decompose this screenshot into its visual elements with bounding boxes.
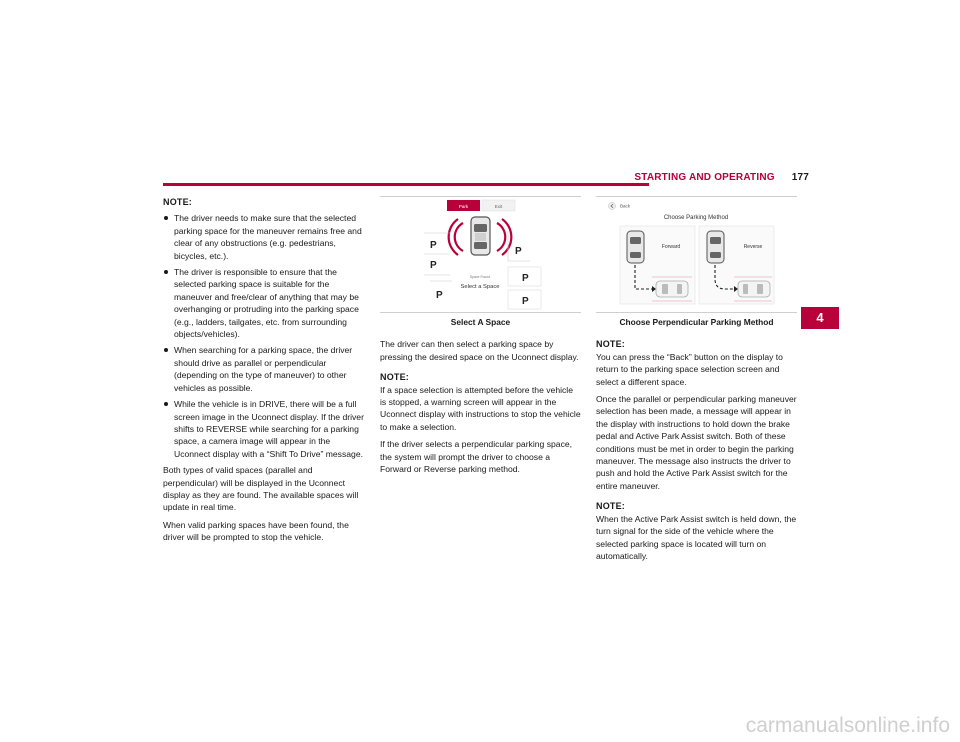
paragraph: When valid parking spaces have been found, the driver will be prompted to stop the vehicle. <box>163 519 349 543</box>
park-tab-label: Park <box>458 204 469 209</box>
note-text: If a space selection is attempted before the vehicle is stopped, a warning screen will appear in the Uconnect display with instructions to stop the vehicle to make a selection. <box>380 384 581 432</box>
vehicle-top-view <box>656 281 688 297</box>
figure-caption: Select A Space <box>450 317 511 327</box>
note-label: NOTE: <box>596 501 625 512</box>
sensor-wave-left-inner <box>455 223 463 251</box>
paragraph: If the driver selects a perpendicular parking space, the system will prompt the driver to choose a Forward or Reverse parking method. <box>380 439 573 475</box>
select-space-figure <box>380 196 581 313</box>
page-header <box>634 172 809 183</box>
sensor-wave-left-outer <box>449 219 458 255</box>
paragraph: The driver can then select a parking space by pressing the desired space on the Uconnect display. <box>380 339 579 362</box>
note-label: NOTE: <box>163 197 192 207</box>
parking-space[interactable] <box>508 267 541 286</box>
back-button[interactable] <box>609 203 631 210</box>
forward-option-label: Forward <box>661 244 681 250</box>
parking-space[interactable] <box>508 290 541 309</box>
bullet-item: While the vehicle is in DRIVE, there will be a full screen image in the Uconnect display. If the driver shifts to REVERSE while searching for a parking space, a camera image will appear in the Uconnect display with a “Shift To Drive” message. <box>163 398 365 460</box>
sensor-wave-right-inner <box>497 223 505 251</box>
column-2 <box>380 196 581 480</box>
column-1 <box>163 196 365 549</box>
parking-space[interactable] <box>424 254 450 275</box>
column-3 <box>596 196 797 567</box>
figure-caption: Choose Perpendicular Parking Method <box>619 317 774 327</box>
bullet-item: The driver is responsible to ensure that the selected parking space is suitable for the maneuver and free/clear of anything that may be overhanging or protruding into the parking space (e.g., ladders, tailgates, etc. from surrounding objects/vehicles). <box>163 266 365 340</box>
back-button-label: Back <box>620 203 631 209</box>
parking-method-figure <box>596 196 797 313</box>
forward-option[interactable] <box>620 226 695 304</box>
parking-space-label: P <box>436 290 443 301</box>
bullet-item: When searching for a parking space, the driver should drive as parallel or perpendicular (depending on the type of maneuver) to other vehicles as possible. <box>163 344 365 394</box>
reverse-option-label: Reverse <box>743 244 763 250</box>
parking-space-label: P <box>430 240 437 251</box>
note-text: When the Active Park Assist switch is held down, the turn signal for the side of the vehicle where the selected parking space is located will turn on automatically. <box>596 513 797 561</box>
page-number: 177 <box>791 172 809 183</box>
choose-method-title: Choose Parking Method <box>663 215 729 221</box>
watermark: carmanualsonline.info <box>745 714 950 737</box>
paragraph: Once the parallel or perpendicular parking maneuver selection has been made, a message will appear in the display with instructions to hold down the brake pedal and Active Park Assist switch. Both of these conditions must be met in order to begin the parking maneuver. The message also instructs the driver to push and hold the Active Park Assist switch for the entire maneuver. <box>596 394 797 491</box>
parking-space-label: P <box>430 260 437 271</box>
parking-space[interactable] <box>424 233 450 251</box>
vehicle-top-view <box>707 231 724 263</box>
parking-space-label: P <box>515 246 522 257</box>
vehicle-top-view <box>471 217 490 255</box>
chapter-tab: 4 <box>801 307 839 329</box>
bullet-item: The driver needs to make sure that the selected parking space for the maneuver remains free and clear of any obstructions (e.g. pedestrians, bicycles, etc.). <box>163 212 365 262</box>
select-space-illustration <box>380 197 581 312</box>
parking-space[interactable] <box>430 281 452 301</box>
select-space-label: Select a Space <box>460 284 500 290</box>
parking-method-illustration <box>596 197 797 312</box>
paragraph: Both types of valid spaces (parallel and perpendicular) will be displayed in the Uconnect display as they are found. The available spaces will update in real time. <box>163 465 359 513</box>
note-bullet-list <box>163 212 365 460</box>
note-text: You can press the “Back” button on the display to return to the parking space selection screen and select a different space. <box>596 351 783 387</box>
vehicle-top-view <box>627 231 644 263</box>
header-rule <box>163 183 649 186</box>
parking-space-label: P <box>522 296 529 307</box>
note-label: NOTE: <box>596 339 625 350</box>
reverse-option[interactable] <box>699 226 774 304</box>
note-label: NOTE: <box>380 372 409 383</box>
vehicle-top-view <box>738 281 770 297</box>
exit-tab-label: Exit <box>494 204 503 209</box>
parking-space-label: P <box>522 273 529 284</box>
space-found-label: Space Found <box>469 275 491 279</box>
sensor-wave-right-outer <box>502 219 511 255</box>
section-title: STARTING AND OPERATING <box>634 172 775 183</box>
